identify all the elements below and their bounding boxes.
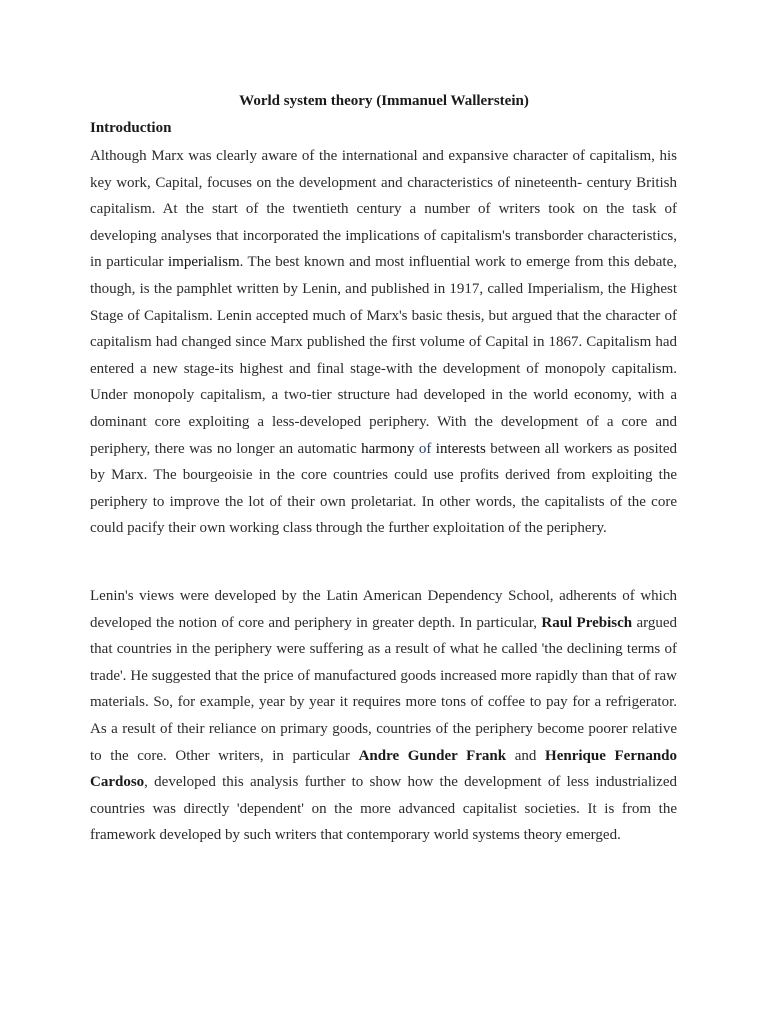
paragraph-2 (90, 583, 677, 849)
name-andre-gunder-frank: Andre Gunder Frank (358, 747, 507, 764)
section-heading: Introduction (90, 120, 172, 136)
link-interests[interactable]: interests (435, 440, 486, 457)
p1-text-2: . The best known and most influential work to emerge from this debate, though, is the pamphlet written by Lenin, and published in 1917, called Imperialism, the Highest Stage of Capitalism. Lenin accepted much of Marx's basic thesis, but argued that the character of capitalism had changed since Marx published the first volume of Capital in 1867. Capitalism had entered a new stage-its highest and final stage-with the development of monopoly capitalism. Under monopoly capitalism, a two-tier structure had developed in the world economy, with a dominant core exploiting a less-developed periphery. With the development of a core and periphery, there was no longer an automatic (90, 254, 678, 457)
name-raul-prebisch: Raul Prebisch (541, 614, 633, 631)
word-of: of (418, 440, 432, 457)
word-and: and (514, 747, 537, 764)
name-henrique-fernando-cardoso: Henrique Fernando Cardoso (90, 747, 678, 791)
link-harmony[interactable]: harmony (361, 440, 415, 457)
paragraph-1 (90, 143, 677, 542)
document-title: World system theory (Immanuel Wallerstein) (239, 93, 529, 109)
p2-text-3: , developed this analysis further to show how the development of less industrialized countries was directly 'dependent' on the more advanced capitalist societies. It is from the framework developed by such writers that contemporary world systems theory emerged. (90, 774, 677, 844)
p1-text-3: between all workers as posited by Marx. The bourgeoisie in the core countries could use profits derived from exploiting the periphery to improve the lot of their own proletariat. In other words, the capitalists of the core could pacify their own working class through the further exploitation of the periphery. (90, 440, 678, 537)
p1-text-1: Although Marx was clearly aware of the international and expansive character of capitalism, his key work, Capital, focuses on the development and characteristics of nineteenth- century British capitalism. At the start of the twentieth century a number of writers took on the task of developing analyses that incorporated the implications of capitalism's transborder characteristics, in particular (90, 148, 677, 271)
link-imperialism[interactable]: imperialism (167, 254, 240, 271)
p2-text-2: argued that countries in the periphery were suffering as a result of what he called 'the declining terms of trade'. He suggested that the price of manufactured goods increased more rapidly than that of raw materials. So, for example, year by year it requires more tons of coffee to pay for a refrigerator. As a result of their reliance on primary goods, countries of the periphery become poorer relative to the core. Other writers, in particular (90, 614, 677, 764)
p2-text-1: Lenin's views were developed by the Latin American Dependency School, adherents of which developed the notion of core and periphery in greater depth. In particular, (90, 588, 677, 631)
